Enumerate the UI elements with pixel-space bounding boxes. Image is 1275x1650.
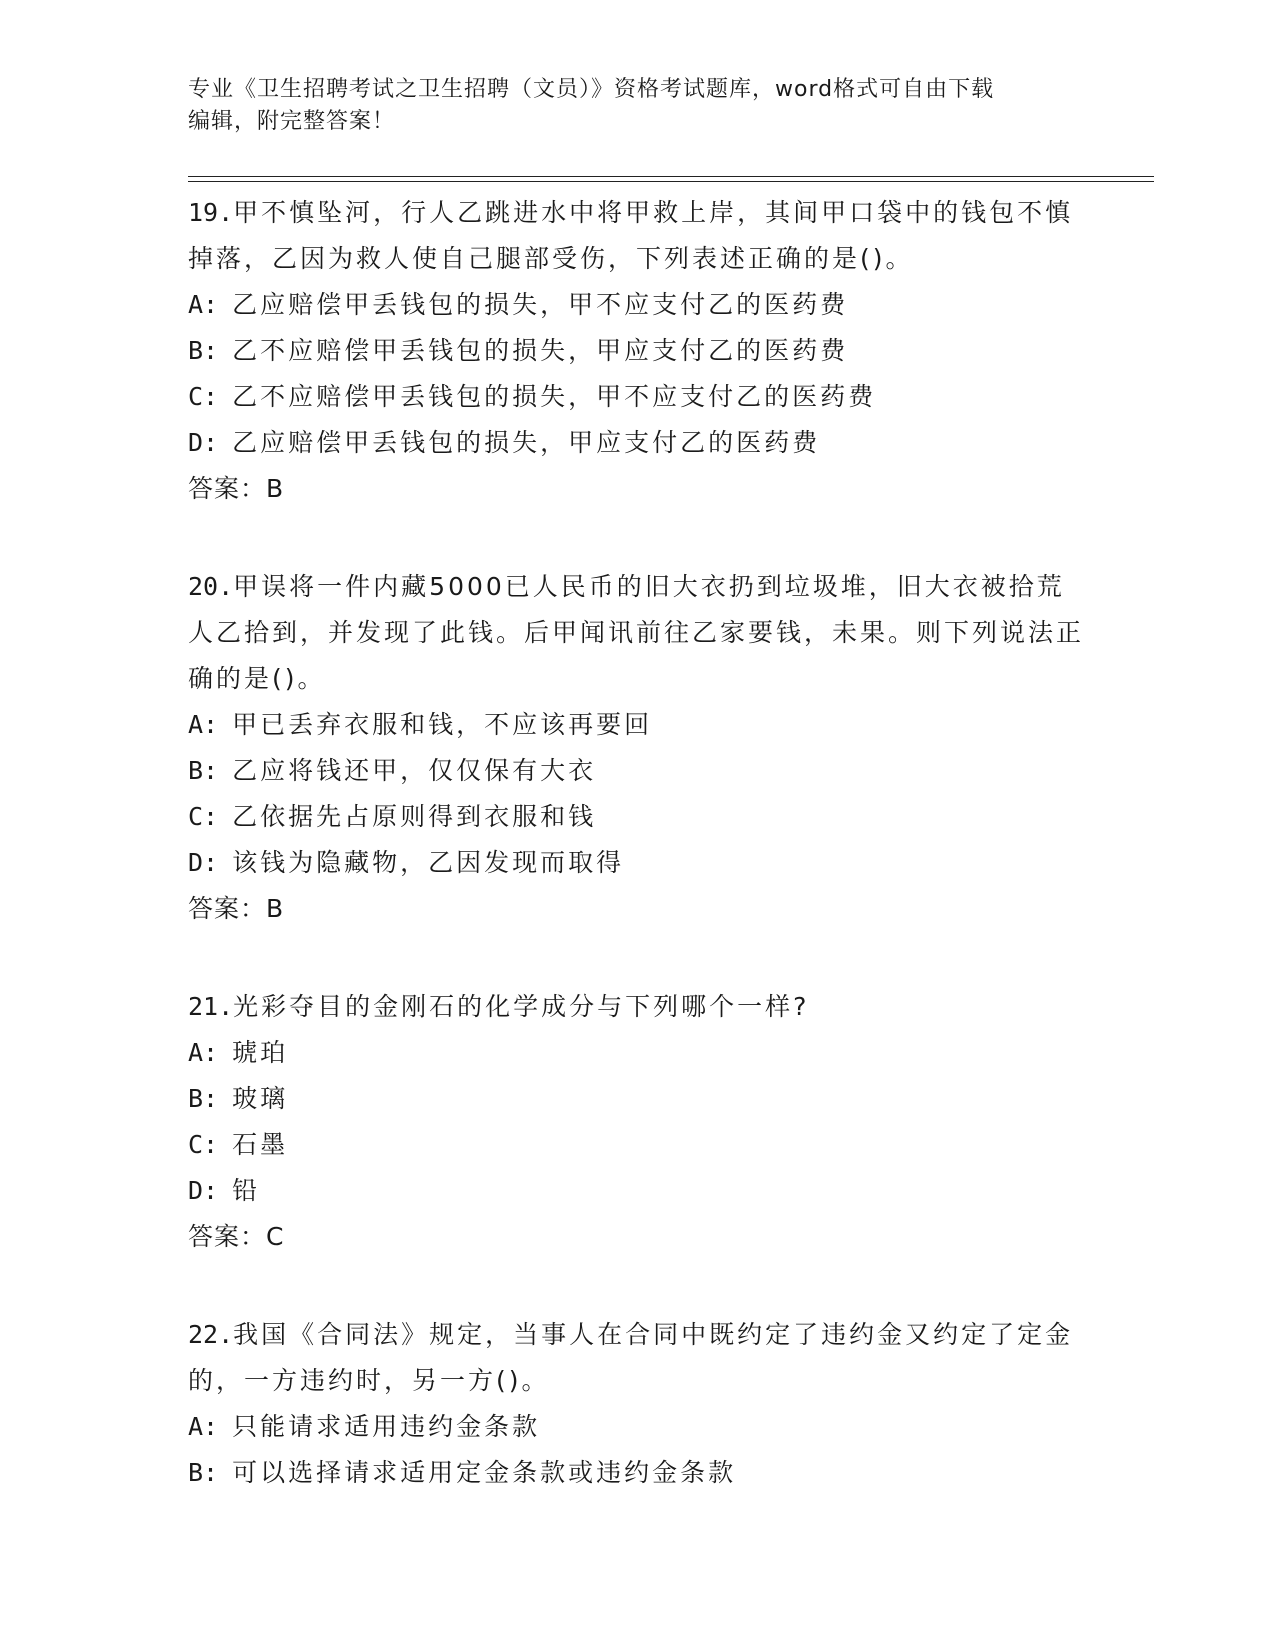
header-divider-bottom bbox=[188, 181, 1154, 182]
option-tag: D: bbox=[188, 1176, 219, 1205]
question-text: 我国《合同法》规定，当事人在合同中既约定了违约金又约定了定金的，一方违约时，另一方()。 bbox=[188, 1320, 1074, 1395]
option-text: 石墨 bbox=[232, 1130, 289, 1159]
option-text: 玻璃 bbox=[232, 1084, 289, 1113]
option-c bbox=[188, 794, 1088, 840]
option-d bbox=[188, 840, 1088, 886]
option-tag: C: bbox=[188, 382, 219, 411]
option-a bbox=[188, 702, 1088, 748]
option-text: 乙不应赔偿甲丢钱包的损失，甲不应支付乙的医药费 bbox=[232, 382, 877, 411]
question-stem bbox=[188, 190, 1088, 282]
option-b bbox=[188, 1076, 1088, 1122]
question-number: 19. bbox=[188, 198, 234, 227]
option-tag: B: bbox=[188, 756, 219, 785]
option-text: 可以选择请求适用定金条款或违约金条款 bbox=[232, 1458, 737, 1487]
document-header bbox=[188, 74, 1088, 138]
option-text: 乙应赔偿甲丢钱包的损失，甲不应支付乙的医药费 bbox=[232, 290, 849, 319]
question-number: 21. bbox=[188, 992, 234, 1021]
option-tag: D: bbox=[188, 428, 219, 457]
option-text: 乙应将钱还甲，仅仅保有大衣 bbox=[232, 756, 597, 785]
option-tag: B: bbox=[188, 1084, 219, 1113]
option-tag: C: bbox=[188, 802, 219, 831]
option-b bbox=[188, 748, 1088, 794]
question-21 bbox=[188, 984, 1088, 1260]
option-tag: D: bbox=[188, 848, 219, 877]
option-text: 甲已丢弃衣服和钱，不应该再要回 bbox=[232, 710, 653, 739]
answer-line: 答案：B bbox=[188, 894, 285, 923]
answer-line: 答案：C bbox=[188, 1222, 285, 1251]
question-text: 光彩夺目的金刚石的化学成分与下列哪个一样? bbox=[233, 992, 810, 1021]
header-line-2: 编辑，附完整答案！ bbox=[188, 109, 396, 134]
option-text: 乙依据先占原则得到衣服和钱 bbox=[232, 802, 597, 831]
option-tag: A: bbox=[188, 1412, 219, 1441]
question-stem bbox=[188, 1312, 1088, 1404]
option-text: 乙不应赔偿甲丢钱包的损失，甲应支付乙的医药费 bbox=[232, 336, 849, 365]
question-stem bbox=[188, 984, 1088, 1030]
option-tag: A: bbox=[188, 290, 219, 319]
question-text: 甲误将一件内藏5000已人民币的旧大衣扔到垃圾堆，旧大衣被拾荒人乙拾到，并发现了此钱。后甲闻讯前往乙家要钱，未果。则下列说法正确的是()。 bbox=[188, 572, 1085, 693]
header-line-1: 专业《卫生招聘考试之卫生招聘（文员）》资格考试题库，word格式可自由下载 bbox=[188, 77, 995, 102]
question-20 bbox=[188, 564, 1088, 932]
option-tag: C: bbox=[188, 1130, 219, 1159]
option-tag: B: bbox=[188, 336, 219, 365]
option-text: 该钱为隐藏物，乙因发现而取得 bbox=[232, 848, 625, 877]
question-list bbox=[188, 190, 1088, 1548]
option-d bbox=[188, 420, 1088, 466]
option-a bbox=[188, 1404, 1088, 1450]
question-19 bbox=[188, 190, 1088, 512]
question-number: 20. bbox=[188, 572, 234, 601]
question-22 bbox=[188, 1312, 1088, 1496]
option-c bbox=[188, 1122, 1088, 1168]
option-text: 铅 bbox=[232, 1176, 261, 1205]
option-tag: A: bbox=[188, 710, 219, 739]
option-tag: A: bbox=[188, 1038, 219, 1067]
answer-line: 答案：B bbox=[188, 474, 285, 503]
option-d bbox=[188, 1168, 1088, 1214]
option-b bbox=[188, 1450, 1088, 1496]
option-b bbox=[188, 328, 1088, 374]
header-divider-top bbox=[188, 176, 1154, 177]
question-text: 甲不慎坠河，行人乙跳进水中将甲救上岸，其间甲口袋中的钱包不慎掉落，乙因为救人使自己腿部受伤，下列表述正确的是()。 bbox=[188, 198, 1074, 273]
option-text: 只能请求适用违约金条款 bbox=[232, 1412, 541, 1441]
option-a bbox=[188, 1030, 1088, 1076]
option-c bbox=[188, 374, 1088, 420]
option-tag: B: bbox=[188, 1458, 219, 1487]
option-text: 乙应赔偿甲丢钱包的损失，甲应支付乙的医药费 bbox=[232, 428, 821, 457]
question-number: 22. bbox=[188, 1320, 234, 1349]
question-stem bbox=[188, 564, 1088, 702]
option-a bbox=[188, 282, 1088, 328]
option-text: 琥珀 bbox=[232, 1038, 289, 1067]
